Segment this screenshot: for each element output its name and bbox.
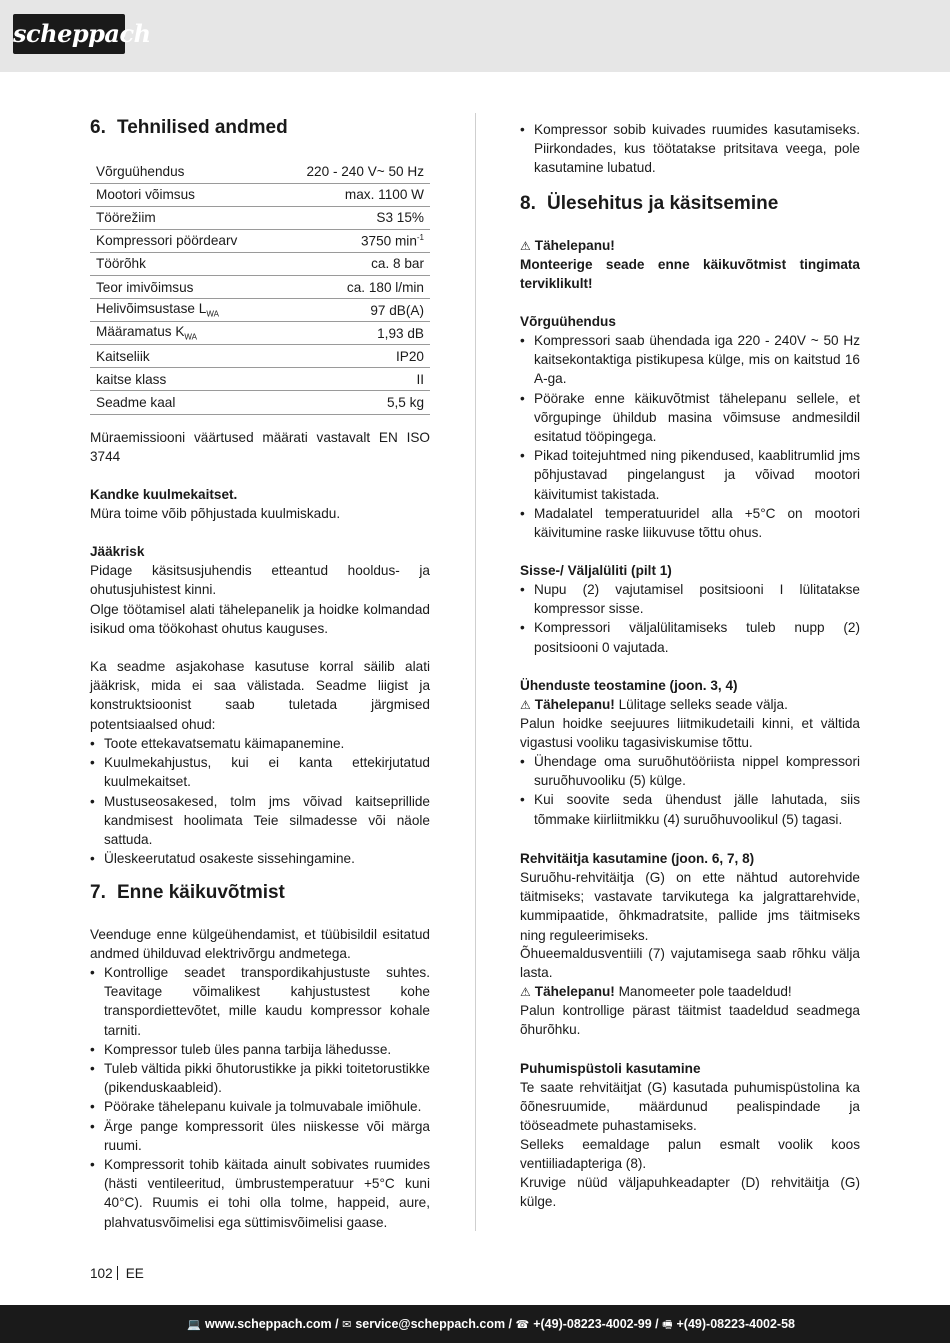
spec-value: 1,93 dB <box>377 325 424 341</box>
scheppach-logo: scheppach <box>13 14 125 54</box>
spec-value: S3 15% <box>376 210 424 226</box>
risk-text-2: Olge töötamisel alati tähelepanelik ja hoidke kolmandad isikud oma töökohast ohutus kauguses. <box>90 602 430 637</box>
list-item: • Kompressori väljalülitamiseks tuleb nupp (2) positsiooni 0 vajutada. <box>520 618 860 656</box>
spec-label: Töörežiim <box>96 210 156 226</box>
list-item: • Üleskeerutatud osakeste sissehingamine. <box>90 849 430 868</box>
tyre-text-2: Õhueemaldusventiili (7) vajutamisega saab rõhku välja lasta. <box>520 946 860 981</box>
network-title: Võrguühendus <box>520 314 616 329</box>
assembly-warning: ⚠ Tähelepanu! <box>520 236 615 256</box>
list-item: • Mustuseosakesed, tolm jms võivad kaitseprillide kandmisest hoolimata Teie silmadesse või näole sattuda. <box>90 792 430 850</box>
tyre-text-1: Suruõhu-rehvitäitja (G) on ette nähtud autorehvide täitmiseks; vastavate tarvikutega ka jalgrattarehvide, kummipaatide, õhkmadratsite, pallide jms täitmiseks ning reguleerimiseks. <box>520 870 860 943</box>
switch-list <box>520 580 860 657</box>
spec-row <box>90 229 430 252</box>
section-7-list <box>90 963 430 1232</box>
spec-row <box>90 206 430 229</box>
list-item: • Kuulmekahjustus, kui ei kanta ettekirjutatud kuulmekaitset. <box>90 753 430 791</box>
list-item: • Kompressorit tohib käitada ainult sobivates ruumides (hästi ventileeritud, ümbrustemperatuur +5°C kuni 40°C). Ruumis ei tohi olla tolme, happeid, aure, plahvatusvõimelisi ega süttimisvõimelisi gaase. <box>90 1155 430 1232</box>
spec-row <box>90 299 430 322</box>
contact-item[interactable]: www.scheppach.com / <box>205 1317 343 1331</box>
section-7-intro: Veenduge enne külgeühendamist, et tüübisildil esitatud andmed ühilduvad elektrivõrgu andmetega. <box>90 927 430 962</box>
spec-row <box>90 368 430 391</box>
spec-value: ca. 8 bar <box>371 256 424 272</box>
page-header <box>0 0 950 72</box>
network-list <box>520 331 860 542</box>
connections-title: Ühenduste teostamine (joon. 3, 4) <box>520 678 738 693</box>
list-item: • Nupu (2) vajutamisel positsiooni I lülitatakse kompressor sisse. <box>520 580 860 618</box>
contact-item[interactable]: +(49)-08223-4002-99 / <box>533 1317 663 1331</box>
tyre-warning: ⚠ Tähelepanu! Manomeeter pole taadeldud! <box>520 982 792 1002</box>
spec-row <box>90 345 430 368</box>
spec-label: Teor imivõimsus <box>96 279 194 295</box>
contact-bar <box>0 1305 950 1343</box>
section-8-heading: 8. Ülesehitus ja käsitsemine <box>520 193 779 214</box>
spec-label: kaitse klass <box>96 371 167 387</box>
list-item: • Kompressor sobib kuivades ruumides kasutamiseks. Piirkondades, kus töötatakse pritsitava veega, pole kasutamine lubatud. <box>520 120 860 178</box>
blowgun-title: Puhumispüstoli kasutamine <box>520 1061 701 1076</box>
page-number: 102 EE <box>90 1266 144 1281</box>
list-item: • Ärge pange kompressorit üles niiskesse või märga ruumi. <box>90 1117 430 1155</box>
spec-label: Helivõimsustase $L_{WA}$ <box>96 301 219 319</box>
spec-value: IP20 <box>396 348 424 364</box>
list-item: • Kui soovite seda ühendust jälle lahutada, siis tõmmake kiirliitmikku (4) suruõhuvoolikul (5) tagasi. <box>520 790 860 828</box>
hearing-text: Müra toime võib põhjustada kuulmiskadu. <box>90 506 341 521</box>
spec-row <box>90 252 430 275</box>
noise-note: Müraemissiooni väärtused määrati vastavalt EN ISO 3744 <box>90 430 430 465</box>
spec-table <box>90 160 430 415</box>
warning-icon: ⚠ <box>520 698 531 712</box>
contact-item[interactable]: service@scheppach.com / <box>355 1317 516 1331</box>
list-item: • Toote ettekavatsematu käimapanemine. <box>90 734 430 753</box>
tyre-title: Rehvitäitja kasutamine (joon. 6, 7, 8) <box>520 851 755 866</box>
switch-title: Sisse-/ Väljalüliti (pilt 1) <box>520 563 672 578</box>
list-item: • Kontrollige seadet transpordikahjustuste suhtes. Teavitage võimalikest kahjustustest kohe transpordiettevõtet, mille kaudu kompressor kohale tarniti. <box>90 963 430 1040</box>
list-item: • Pöörake tähelepanu kuivale ja tolmuvabale imiõhule. <box>90 1097 430 1116</box>
spec-row <box>90 391 430 414</box>
spec-value: II <box>416 371 424 387</box>
spec-value: max. 1100 W <box>344 187 424 203</box>
contact-item[interactable]: +(49)-08223-4002-58 <box>676 1317 795 1331</box>
hearing-title: Kandke kuulmekaitset. <box>90 487 238 502</box>
section-7-list-continued <box>520 120 860 178</box>
spec-row <box>90 160 430 183</box>
risk-list <box>90 734 430 868</box>
spec-label: Kompressori pöördearv <box>96 233 238 249</box>
tyre-text-3: Palun kontrollige pärast täitmist taadeldud seadmega õhurõhku. <box>520 1003 860 1038</box>
spec-row <box>90 275 430 298</box>
spec-label: Võrguühendus <box>96 163 185 179</box>
spec-label: Määramatus $K_{WA}$ <box>96 324 197 343</box>
list-item: • Kompressor tuleb üles panna tarbija lähedusse. <box>90 1040 430 1059</box>
risk-text-1: Pidage käsitsusjuhendis etteantud hooldus- ja ohutusjuhistest kinni. <box>90 563 430 598</box>
assembly-warning-text: Monteerige seade enne käikuvõtmist tingimata terviklikult! <box>520 257 860 292</box>
spec-label: Töörõhk <box>96 256 146 272</box>
connections-text: Palun hoidke seejuures liitmikudetaili kinni, et vältida vigastusi vooliku tagasiviskumise tõttu. <box>520 716 860 751</box>
blowgun-text-2: Selleks eemaldage palun esmalt voolik koos ventiiliadapteriga (8). <box>520 1137 860 1172</box>
spec-value: 220 - 240 V~ 50 Hz <box>306 163 424 179</box>
list-item: • Pöörake enne käikuvõtmist tähelepanu sellele, et võrgupinge ühildub masina võimsuse andmesildil esitatud tööpingega. <box>520 389 860 447</box>
blowgun-text-1: Te saate rehvitäitjat (G) kasutada puhumispüstolina ka õõnesruumide, määrdunud pealispindade ja tööseadmete puhastamiseks. <box>520 1080 860 1134</box>
list-item: • Kompressori saab ühendada iga 220 - 240V ~ 50 Hz kaitsekontaktiga pistikupesa külge, mis on kaitstud 16 A-ga. <box>520 331 860 389</box>
warning-icon: ⚠ <box>520 985 531 999</box>
spec-value: 5,5 kg <box>386 394 424 410</box>
risk-text-3: Ka seadme asjakohase kasutuse korral säilib alati jääkrisk, mida ei saa välistada. Seadme liigist ja konstruktsioonist saab tuletada järgmised potentsiaalsed ohud: <box>90 659 430 732</box>
list-item: • Madalatel temperatuuridel alla +5°C on mootori käivitumine raske liikuvuse tõttu ohus. <box>520 504 860 542</box>
spec-value: 3750 $\min^{-1}$ <box>360 233 424 249</box>
list-item: • Tuleb vältida pikki õhutorustikke ja pikki toitetorustikke (pikenduskaableid). <box>90 1059 430 1097</box>
risk-title: Jääkrisk <box>90 544 145 559</box>
email-icon: ✉ <box>342 1319 352 1331</box>
spec-row <box>90 183 430 206</box>
spec-label: Mootori võimsus <box>96 187 195 203</box>
spec-value: 97 dB(A) <box>370 302 424 318</box>
list-item: • Pikad toitejuhtmed ning pikendused, kaablitrumlid jms põhjustavad pingelangust ja võivad mootori käivitumist takistada. <box>520 446 860 504</box>
spec-label: Kaitseliik <box>96 348 150 364</box>
connections-warning: ⚠ Tähelepanu! Lülitage selleks seade välja. <box>520 695 788 715</box>
computer-icon: 💻 <box>187 1319 202 1331</box>
blowgun-text-3: Kruvige nüüd väljapuhkeadapter (D) rehvitäitja (G) külge. <box>520 1175 860 1210</box>
list-item: • Ühendage oma suruõhutööriista nippel kompressori suruõhuvooliku (5) külge. <box>520 752 860 790</box>
spec-row <box>90 322 430 345</box>
phone-icon: ☎ <box>515 1319 530 1331</box>
section-6-heading: 6. Tehnilised andmed <box>90 117 288 138</box>
fax-icon: 🖷 <box>662 1319 673 1331</box>
spec-label: Seadme kaal <box>96 394 176 410</box>
column-divider <box>475 113 476 1231</box>
section-7-heading: 7. Enne käikuvõtmist <box>90 882 285 903</box>
spec-value: ca. 180 l/min <box>346 279 424 295</box>
connections-list <box>520 752 860 829</box>
warning-icon: ⚠ <box>520 239 531 253</box>
